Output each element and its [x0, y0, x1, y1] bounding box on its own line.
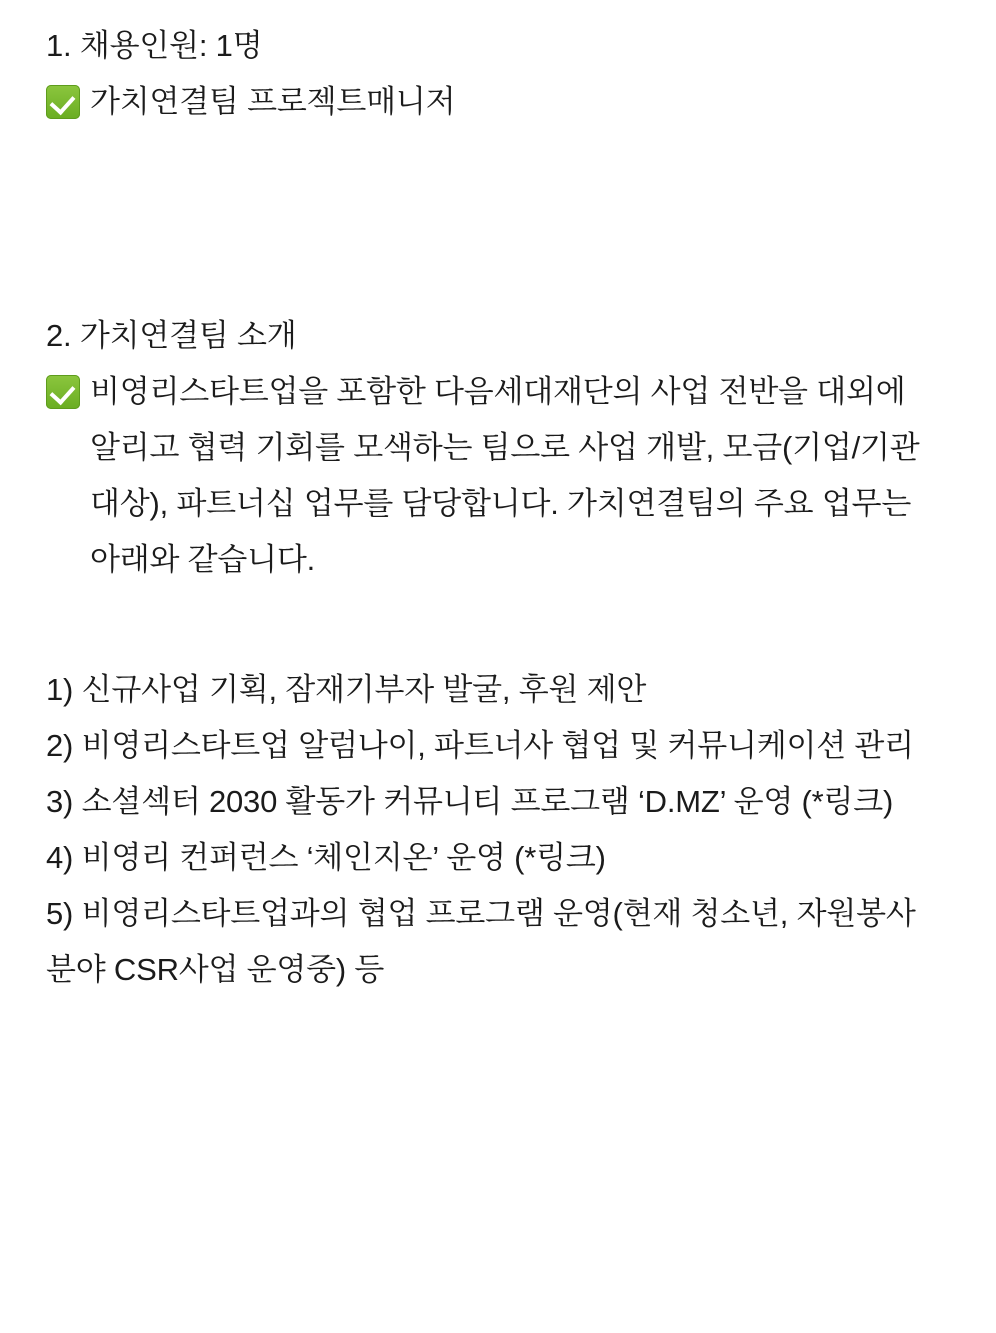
- bullet-text-team-description: 비영리스타트업을 포함한 다음세대재단의 사업 전반을 대외에 알리고 협력 기회를 모색하는 팀으로 사업 개발, 모금(기업/기관 대상), 파트너십 업무를 담당합니다. 가치연결팀의 주요 업무는 아래와 같습니다.: [90, 374, 920, 577]
- list-item: 2) 비영리스타트업 알럼나이, 파트너사 협업 및 커뮤니케이션 관리: [46, 728, 914, 763]
- duties-list: [46, 662, 950, 998]
- bullet-row-recruit-position: [46, 74, 950, 130]
- list-item: 1) 신규사업 기획, 잠재기부자 발굴, 후원 제안: [46, 672, 647, 707]
- check-mark-green-icon: [46, 85, 80, 119]
- list-item: 5) 비영리스타트업과의 협업 프로그램 운영(현재 청소년, 자원봉사 분야 CSR사업 운영중) 등: [46, 896, 916, 987]
- section-team-intro: [46, 308, 950, 588]
- section-heading-team-intro: 2. 가치연결팀 소개: [46, 318, 297, 353]
- section-recruit-count: [46, 18, 950, 130]
- spacer-between-sections: [46, 130, 950, 308]
- check-mark-green-icon: [46, 375, 80, 409]
- list-item: 4) 비영리 컨퍼런스 ‘체인지온’ 운영 (*링크): [46, 840, 606, 875]
- list-item: 3) 소셜섹터 2030 활동가 커뮤니티 프로그램 ‘D.MZ’ 운영 (*링크): [46, 784, 894, 819]
- section-heading-recruit-count: 1. 채용인원: 1명: [46, 28, 263, 63]
- bullet-text-recruit-position: 가치연결팀 프로젝트매니저: [90, 84, 456, 119]
- bullet-row-team-description: [46, 364, 950, 588]
- spacer-before-duties: [46, 588, 950, 662]
